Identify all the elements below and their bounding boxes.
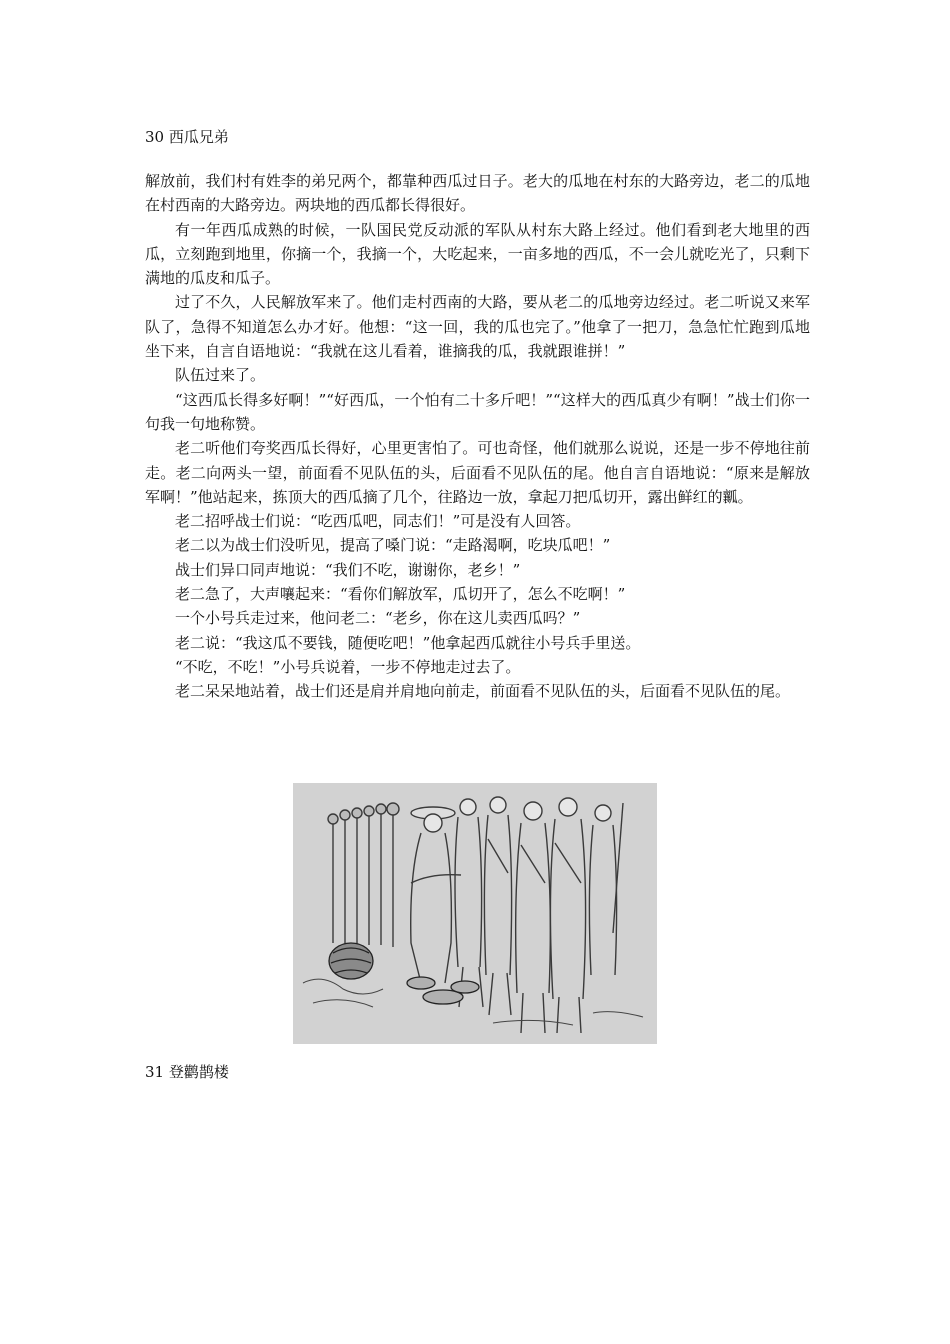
story-paragraph: 老二急了，大声嚷起来：“看你们解放军，瓜切开了，怎么不吃啊！” — [175, 585, 626, 604]
story-paragraph: 有一年西瓜成熟的时候，一队国民党反动派的军队从村东大路上经过。他们看到老大地里的西瓜，立刻跑到地里，你摘一个，我摘一个，大吃起来，一亩多地的西瓜，不一会儿就吃光了，只剩下满地的瓜皮和瓜子。 — [145, 220, 810, 288]
story-body — [145, 169, 810, 704]
story-paragraph: 解放前，我们村有姓李的弟兄两个，都靠种西瓜过日子。老大的瓜地在村东的大路旁边，老二的瓜地在村西南的大路旁边。两块地的西瓜都长得很好。 — [145, 172, 810, 215]
story-paragraph: 老二招呼战士们说：“吃西瓜吧，同志们！”可是没有人回答。 — [175, 512, 581, 531]
section-heading-31: 31 登鹳鹊楼 — [145, 1063, 229, 1081]
story-paragraph: 队伍过来了。 — [175, 366, 266, 385]
soldiers-marching-illustration — [293, 783, 657, 1044]
story-paragraph: “不吃，不吃！”小号兵说着，一步不停地走过去了。 — [175, 657, 521, 676]
story-paragraph: 老二说：“我这瓜不要钱，随便吃吧！”他拿起西瓜就往小号兵手里送。 — [175, 633, 641, 652]
story-paragraph: 老二以为战士们没听见，提高了嗓门说：“走路渴啊，吃块瓜吧！” — [175, 536, 611, 555]
story-paragraph: 老二听他们夸奖西瓜长得好，心里更害怕了。可也奇怪，他们就那么说说，还是一步不停地往前走。老二向两头一望，前面看不见队伍的头，后面看不见队伍的尾。他自言自语地说：“原来是解放军啊！”他站起来，拣顶大的西瓜摘了几个，往路边一放，拿起刀把瓜切开，露出鲜红的瓤。 — [145, 439, 810, 506]
story-paragraph: 过了不久，人民解放军来了。他们走村西南的大路，要从老二的瓜地旁边经过。老二听说又来军队了，急得不知道怎么办才好。他想：“这一回，我的瓜也完了。”他拿了一把刀，急急忙忙跑到瓜地坐下来，自言自语地说：“我就在这儿看着，谁摘我的瓜，我就跟谁拼！” — [145, 293, 810, 361]
story-paragraph: “这西瓜长得多好啊！”“好西瓜，一个怕有二十多斤吧！”“这样大的西瓜真少有啊！”战士们你一句我一句地称赞。 — [145, 390, 810, 433]
story-paragraph: 老二呆呆地站着，战士们还是肩并肩地向前走，前面看不见队伍的头，后面看不见队伍的尾。 — [175, 682, 791, 701]
section-heading-30: 30 西瓜兄弟 — [145, 128, 229, 146]
story-paragraph: 一个小号兵走过来，他问老二：“老乡，你在这儿卖西瓜吗？” — [175, 609, 581, 628]
story-paragraph: 战士们异口同声地说：“我们不吃，谢谢你，老乡！” — [175, 560, 521, 579]
